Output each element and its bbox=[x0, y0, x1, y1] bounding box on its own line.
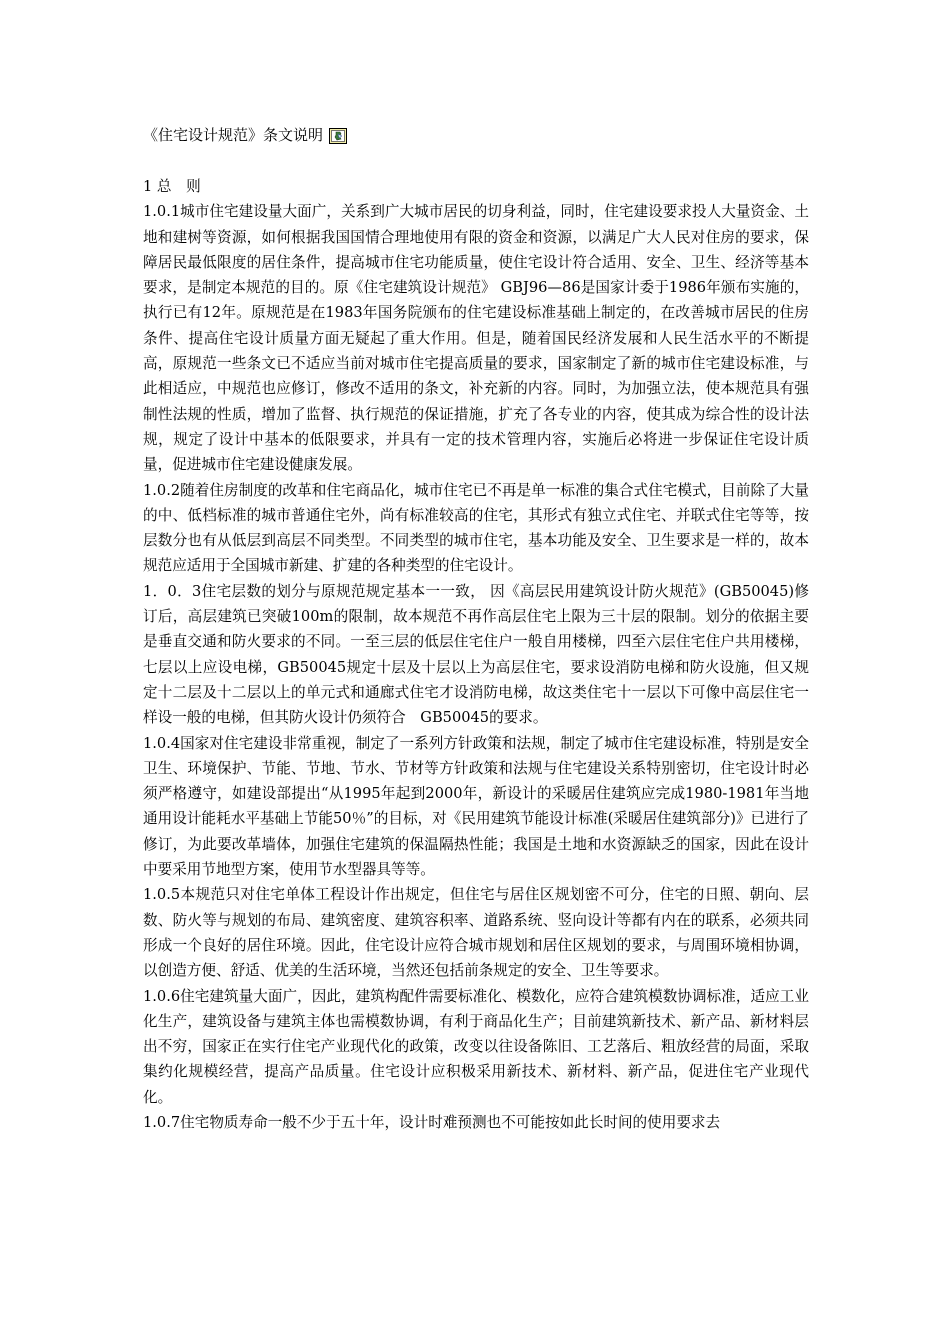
paragraph-1-0-5: 1.0.5本规范只对住宅单体工程设计作出规定，但住宅与居住区规划密不可分，住宅的日照、朝向、层数、防火等与规划的布局、建筑密度、建筑容积率、道路系统、竖向设计等都有内在的联系，必须共同形成一个良好的居住环境。因此，住宅设计应符合城市规划和居住区规划的要求，与周围环境相协调，以创造方便、舒适、优美的生活环境，当然还包括前条规定的安全、卫生等要求。 bbox=[143, 886, 809, 980]
paragraph-1-0-3: 1．0．3住宅层数的划分与原规范规定基本一一致， 因《高层民用建筑设计防火规范》(GB50045)修订后，高层建筑已突破100m的限制，故本规范不再作高层住宅上限为三十层的限制。划分的依据主要是垂直交通和防火要求的不同。一至三层的低层住宅住户一般自用楼梯，四至六层住宅住户共用楼梯，七层以上应设电梯，GB50045规定十层及十层以上为高层住宅，要求设消防电梯和防火设施，但又规定十二层及十二层以上的单元式和通廊式住宅才设消防电梯，故这类住宅十一层以下可像中高层住宅一样设一般的电梯，但其防火设计仍须符合 GB50045的要求。 bbox=[143, 582, 809, 727]
chapter-heading: 1 总 则 bbox=[143, 178, 201, 195]
paragraph-1-0-1: 1.0.1城市住宅建设量大面广，关系到广大城市居民的切身利益，同时，住宅建设要求投人大量资金、土地和建树等资源，如何根据我国国情合理地使用有限的资金和资源，以满足广大人民对住房的要求，保障居民最低限度的居住条件，提高城市住宅功能质量，使住宅设计符合适用、安全、卫生、经济等基本要求，是制定本规范的目的。原《住宅建筑设计规范》 GBJ96—86是国家计委于1986年颁布实施的，执行已有12年。原规范是在1983年国务院颁布的住宅建设标准基础上制定的，在改善城市居民的住房条件、提高住宅设计质量方面无疑起了重大作用。但是，随着国民经济发展和人民生活水平的不断提高，原规范一些条文已不适应当前对城市住宅提高质量的要求，国家制定了新的城市住宅建设标准，与此相适应，中规范也应修订，修改不适用的条文，补充新的内容。同时，为加强立法，使本规范具有强制性法规的性质，增加了监督、执行规范的保证措施，扩充了各专业的内容，使其成为综合性的设计法规，规定了设计中基本的低限要求，并具有一定的技术管理内容，实施后必将进一步保证住宅设计质量，促进城市住宅建设健康发展。 bbox=[143, 203, 809, 474]
paragraph-1-0-2: 1.0.2随着住房制度的改革和住宅商品化，城市住宅已不再是单一标准的集合式住宅模式，目前除了大量的中、低档标准的城市普通住宅外，尚有标准较高的住宅，其形式有独立式住宅、并联式住宅等等，按层数分也有从低层到高层不同类型。不同类型的城市住宅，基本功能及安全、卫生要求是一样的，故本规范应适用于全国城市新建、扩建的各种类型的住宅设计。 bbox=[143, 481, 809, 575]
paragraph-1-0-6: 1.0.6住宅建筑量大面广，因此，建筑构配件需要标准化、模数化，应符合建筑模数协调标准，适应工业化生产，建筑设备与建筑主体也需模数协调，有利于商品化生产；目前建筑新技术、新产品、新材料层出不穷，国家正在实行住宅产业现代化的政策，改变以往设备陈旧、工艺落后、粗放经营的局面，采取集约化规模经营，提高产品质量。住宅设计应积极采用新技术、新材料、新产品，促进住宅产业现代化。 bbox=[143, 987, 809, 1106]
document-link-icon[interactable] bbox=[329, 127, 347, 143]
paragraph-1-0-4: 1.0.4国家对住宅建设非常重视，制定了一系列方针政策和法规，制定了城市住宅建设标准，特别是安全卫生、环境保护、节能、节地、节水、节材等方针政策和法规与住宅建设关系特别密切，住宅设计时必须严格遵守，如建设部提出“从1995年起到2000年，新设计的采暖居住建筑应完成1980-1981年当地通用设计能耗水平基础上节能50％”的目标，对《民用建筑节能设计标准(采暖居住建筑部分)》已进行了修订，为此要改革墙体，加强住宅建筑的保温隔热性能；我国是土地和水资源缺乏的国家，因此在设计中要采用节地型方案，使用节水型器具等等。 bbox=[143, 734, 809, 879]
document-body bbox=[143, 174, 809, 1135]
document-title: 《住宅设计规范》条文说明 bbox=[143, 126, 324, 144]
paragraph-1-0-7: 1.0.7住宅物质寿命一般不少于五十年，设计时难预测也不可能按如此长时间的使用要求去 bbox=[143, 1113, 721, 1131]
document-title-line bbox=[143, 123, 347, 147]
